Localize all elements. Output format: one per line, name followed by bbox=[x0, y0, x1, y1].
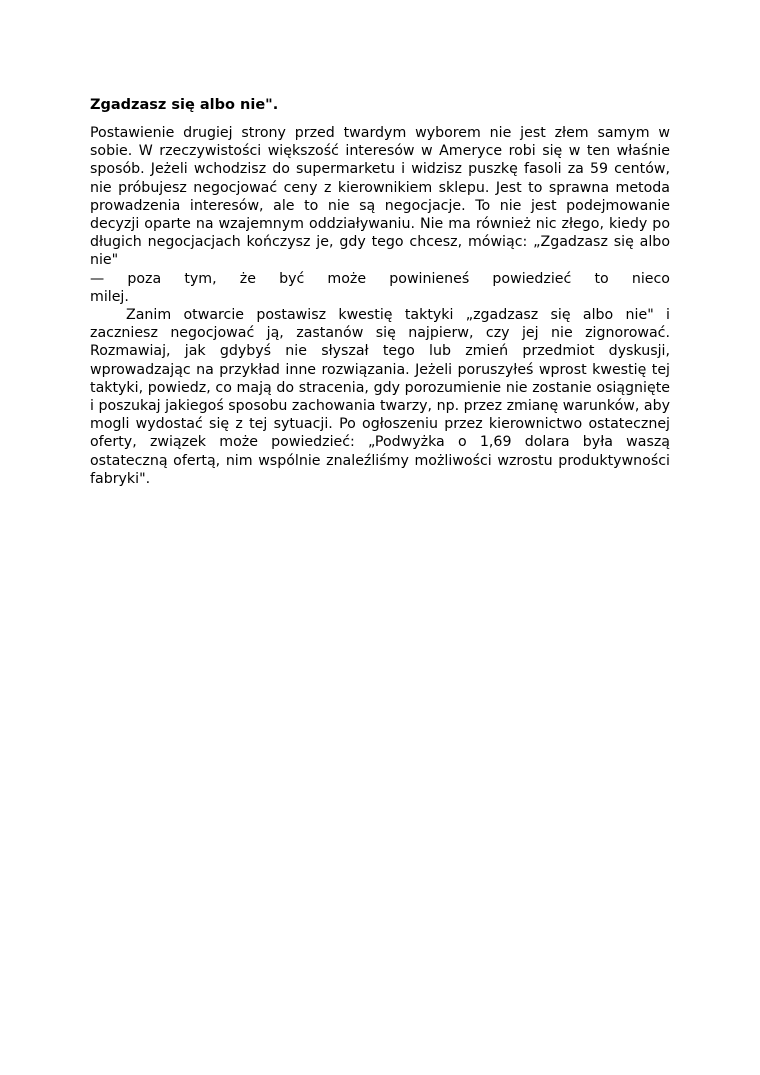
dash-line-end: milej. bbox=[90, 288, 129, 305]
dash-line: — poza tym, że być może powinieneś powiedzieć to nieco bbox=[90, 270, 670, 287]
document-page bbox=[90, 96, 670, 488]
section-title: Zgadzasz się albo nie". bbox=[90, 97, 279, 113]
paragraph-1: Postawienie drugiej strony przed twardym wyborem nie jest złem samym w sobie. W rzeczywistości większość interesów w Ameryce robi się w ten właśnie sposób. Jeżeli wchodzisz do supermarketu i widzisz puszkę fasoli za 59 centów, nie próbujesz negocjować ceny z kierownikiem sklepu. Jest to sprawna metoda prowadzenia interesów, ale to nie są negocjacje. To nie jest podejmowanie decyzji oparte na wzajemnym oddziaływaniu. Nie ma również nic złego, kiedy po długich negocjacjach kończysz je, gdy tego chcesz, mówiąc: „Zgadzasz się albo nie" bbox=[90, 125, 670, 269]
paragraph-2: Zanim otwarcie postawisz kwestię taktyki „zgadzasz się albo nie" i zaczniesz negocjować ją, zastanów się najpierw, czy jej nie zignorować. Rozmawiaj, jak gdybyś nie słyszał tego lub zmień przedmiot dyskusji, wprowadzając na przykład inne rozwiązania. Jeżeli poruszyłeś wprost kwestię tej taktyki, powiedz, co mają do stracenia, gdy porozumienie nie zostanie osiągnięte i poszukaj jakiegoś sposobu zachowania twarzy, np. przez zmianę warunków, aby mogli wydostać się z tej sytuacji. Po ogłoszeniu przez kierownictwo ostatecznej oferty, związek może powiedzieć: „Podwyżka o 1,69 dolara była waszą ostateczną ofertą, nim wspólnie znaleźliśmy możliwości wzrostu produktywności fabryki". bbox=[90, 307, 670, 487]
